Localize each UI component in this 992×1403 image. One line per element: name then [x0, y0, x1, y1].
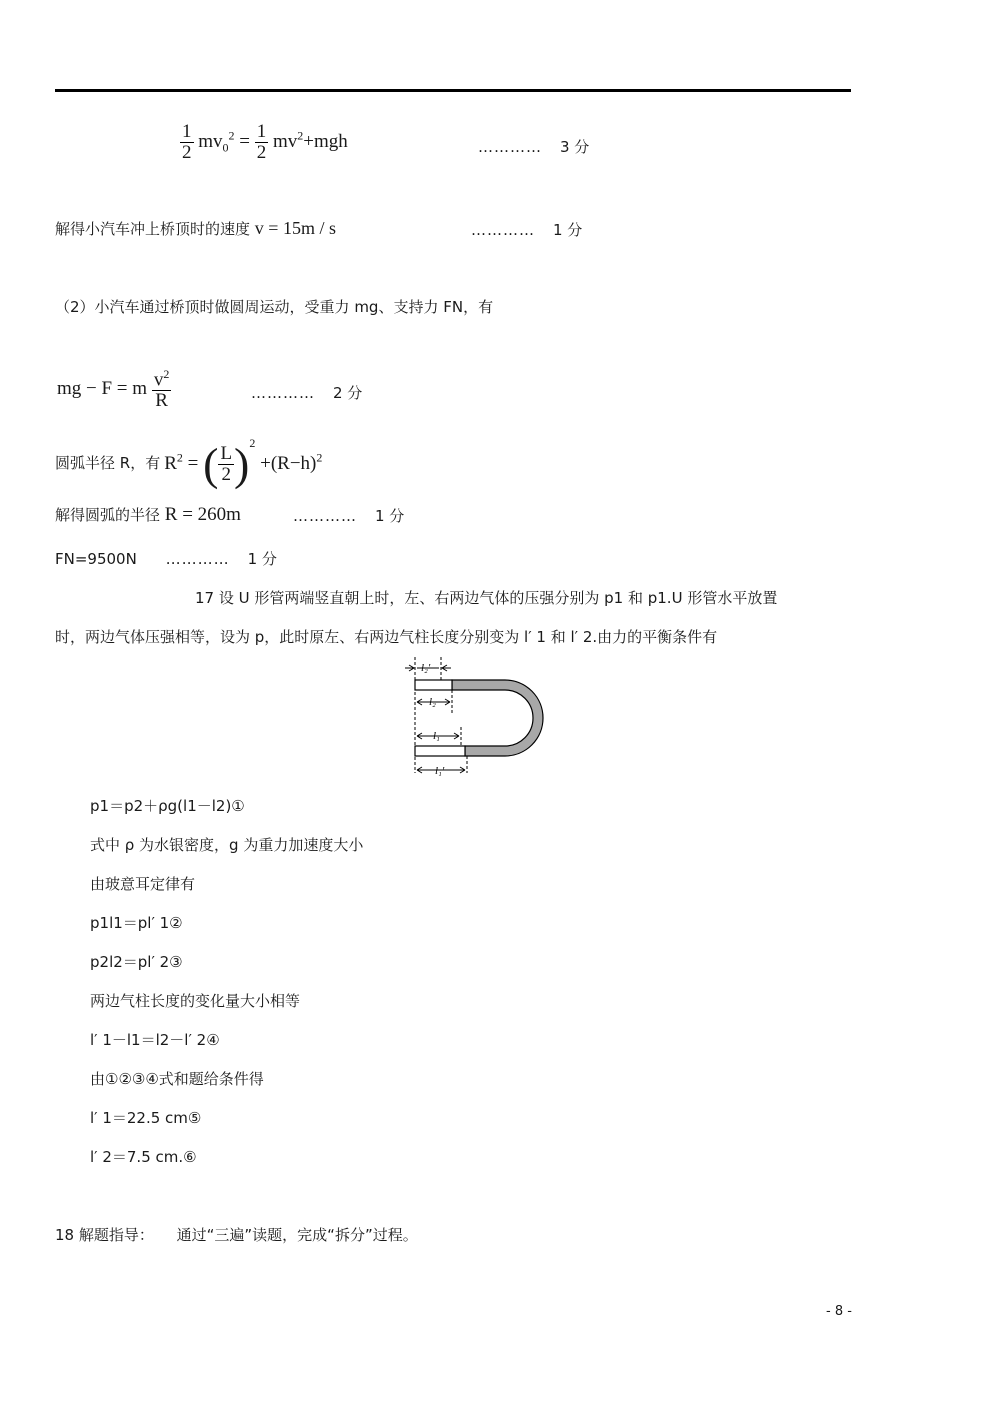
problem18-line [55, 1224, 418, 1245]
speed-formula: v = 15m / s [254, 218, 336, 238]
solution-line: l′ 2＝7.5 cm.⑥ [90, 1148, 197, 1166]
term-mv: mv [198, 130, 223, 152]
right-air-column [415, 746, 465, 756]
score: 3 分 [560, 138, 590, 156]
score: 1 分 [247, 550, 277, 568]
leader-dots: ………… [165, 550, 230, 568]
fn-text: FN=9500N [55, 550, 137, 568]
solution-line: p2l2＝pl′ 2③ [90, 953, 183, 971]
mercury-column [452, 680, 543, 756]
score-row [293, 505, 404, 526]
fraction-half [180, 122, 194, 163]
score: 1 分 [375, 507, 405, 525]
header-rule [55, 89, 851, 92]
score-row [471, 219, 582, 240]
energy-equation [180, 122, 348, 163]
radius-equation-line [55, 432, 322, 492]
solution-line: p1l1＝pl′ 1② [90, 914, 183, 932]
fraction-l-over-2 [218, 444, 234, 485]
exponent: 2 [228, 128, 235, 143]
exponent: 2 [163, 367, 170, 381]
centripetal-equation [57, 368, 171, 411]
problem18-text: 通过“三遍”读题，完成“拆分”过程。 [176, 1226, 418, 1244]
solution-line: 式中 ρ 为水银密度，g 为重力加速度大小 [90, 836, 364, 854]
solution-line: 由玻意耳定律有 [90, 875, 196, 893]
part2-text: （2）小汽车通过桥顶时做圆周运动，受重力 mg、支持力 FN，有 [55, 298, 494, 316]
fn-result-line [55, 548, 277, 569]
fraction-numerator: L [220, 443, 233, 465]
fraction-denominator: R [152, 390, 172, 411]
leader-dots: ………… [293, 507, 357, 525]
score: 1 分 [553, 221, 583, 239]
fraction-numerator: 1 [182, 121, 192, 142]
term-mgh: +mgh [303, 130, 348, 152]
equals-sign: = [187, 453, 199, 475]
score: 2 分 [333, 384, 363, 402]
fraction-numerator: 1 [256, 121, 267, 142]
fraction-denominator: 2 [182, 141, 192, 163]
fraction-denominator: 2 [256, 141, 267, 163]
leader-dots: ………… [478, 138, 542, 156]
leader-dots: ………… [251, 384, 315, 402]
label-l1: l₁ [433, 730, 440, 742]
solution-line: l′ 1＝22.5 cm⑤ [90, 1109, 202, 1127]
left-air-column [415, 680, 452, 690]
radius-formula [164, 436, 322, 488]
speed-text: 解得小汽车冲上桥顶时的速度 [55, 220, 251, 238]
exponent: 2 [249, 436, 256, 451]
solution-line: l′ 1－l1＝l2－l′ 2④ [90, 1031, 220, 1049]
right-paren: ) [234, 438, 250, 490]
fraction-half [255, 122, 269, 163]
left-paren: ( [203, 438, 219, 490]
label-l2-prime: l₂′ [421, 662, 431, 674]
exponent: 2 [297, 128, 304, 143]
radius-text: 圆弧半径 R，有 [55, 453, 161, 472]
equals-sign: = [239, 130, 250, 152]
fraction-numerator: v [153, 369, 164, 391]
page-number: - 8 - [826, 1304, 852, 1319]
term-mv: mv [273, 130, 298, 152]
radius-result-text: 解得圆弧的半径 [55, 506, 161, 524]
radius-result-formula: R = 260m [164, 504, 241, 525]
label-l1-prime: l₁′ [435, 765, 445, 777]
equation-lhs: mg − F = m [57, 377, 148, 399]
radius-result-line [55, 504, 241, 526]
solution-line: 两边气柱长度的变化量大小相等 [90, 992, 301, 1010]
score-row [478, 136, 589, 157]
fraction-v2-over-r [152, 368, 172, 411]
score-row [251, 382, 362, 403]
problem18-label: 18 解题指导： [55, 1226, 154, 1244]
exponent: 2 [176, 450, 183, 465]
term-r: R [164, 453, 177, 475]
problem17-line1: 17 设 U 形管两端竖直朝上时，左、右两边气体的压强分别为 p1 和 p1.U 形管水平放置 [195, 589, 778, 607]
solution-line: 由①②③④式和题给条件得 [90, 1070, 264, 1088]
label-l2: l₂ [429, 696, 436, 708]
speed-result-line [55, 218, 336, 239]
u-tube-figure [395, 655, 555, 780]
problem17-line2: 时，两边气体压强相等，设为 p，此时原左、右两边气柱长度分别变为 l′ 1 和 l′ 2.由力的平衡条件有 [55, 628, 718, 646]
solution-line: p1＝p2＋ρg(l1－l2)① [90, 797, 245, 815]
term-r-minus-h: +(R−h) [260, 453, 317, 475]
fraction-denominator: 2 [218, 464, 234, 485]
exponent: 2 [316, 450, 323, 465]
leader-dots: ………… [471, 221, 535, 239]
subscript-zero: 0 [222, 140, 229, 155]
